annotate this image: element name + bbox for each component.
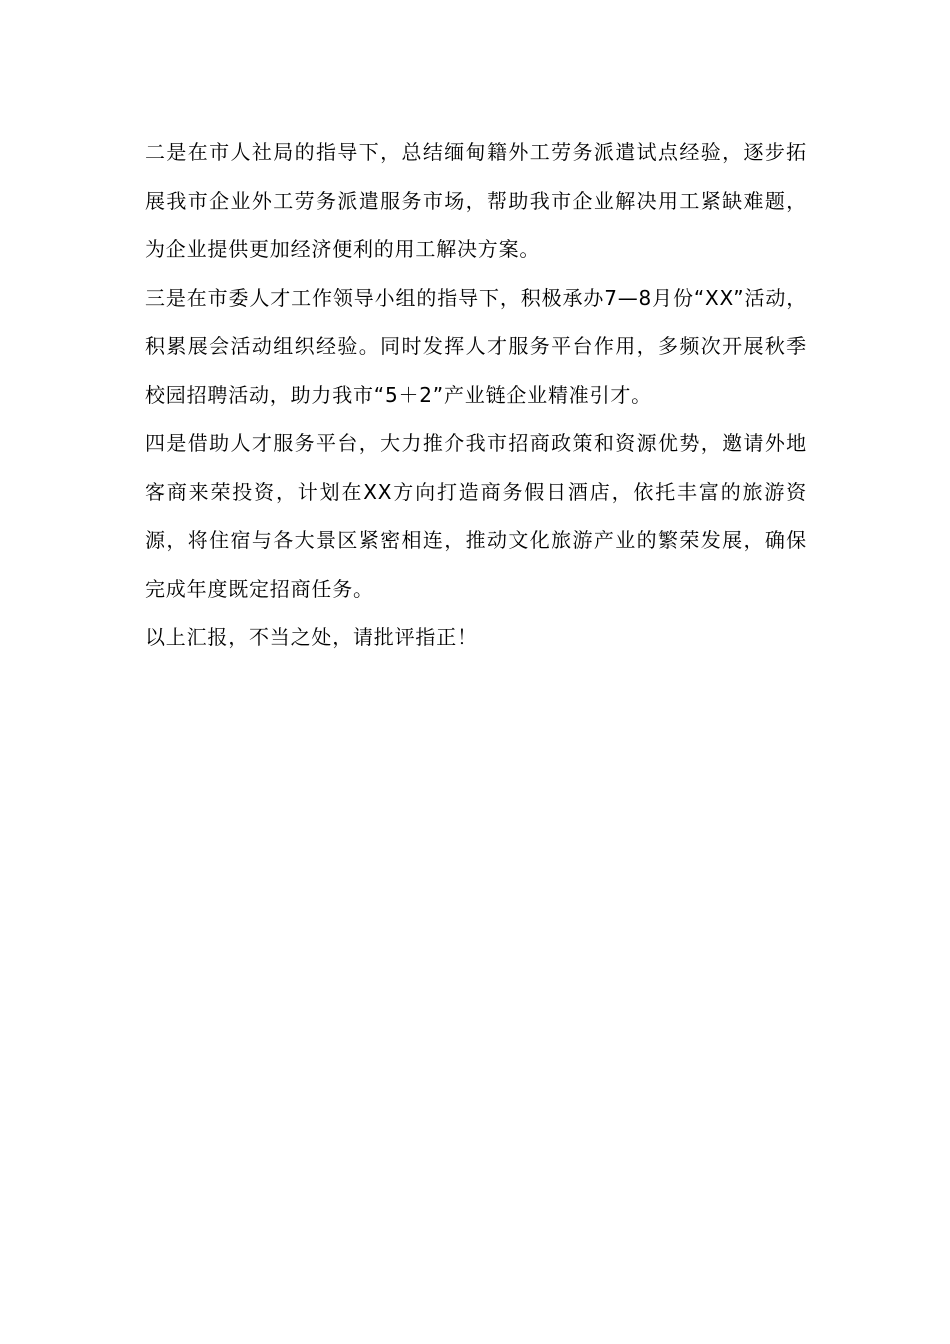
- paragraph-3: 三是在市委人才工作领导小组的指导下，积极承办7—8月份“XX”活动，积累展会活动组织经验。同时发挥人才服务平台作用，多频次开展秋季校园招聘活动，助力我市“5＋2”产业链企业精准引才。: [145, 285, 807, 407]
- paragraph-4: 四是借助人才服务平台，大力推介我市招商政策和资源优势，邀请外地客商来荣投资，计划在XX方向打造商务假日酒店，依托丰富的旅游资源，将住宿与各大景区紧密相连，推动文化旅游产业的繁荣发展，确保完成年度既定招商任务。: [145, 431, 807, 601]
- closing-remark: 以上汇报，不当之处，请批评指正！: [145, 625, 478, 649]
- document-body: [145, 128, 807, 662]
- paragraph-2: 二是在市人社局的指导下，总结缅甸籍外工劳务派遣试点经验，逐步拓展我市企业外工劳务派遣服务市场，帮助我市企业解决用工紧缺难题，为企业提供更加经济便利的用工解决方案。: [145, 140, 807, 261]
